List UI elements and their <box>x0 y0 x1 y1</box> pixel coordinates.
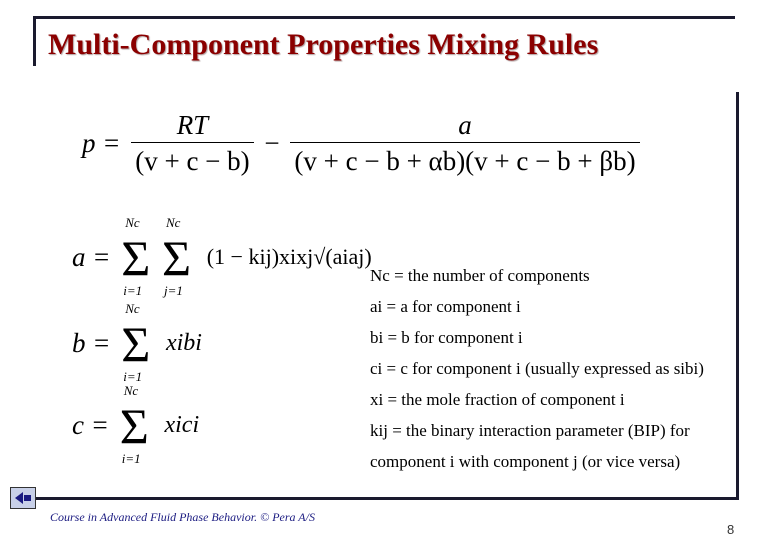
eos-frac1-den: (v + c − b) <box>131 142 253 175</box>
slide-title: Multi-Component Properties Mixing Rules <box>48 28 599 61</box>
eos-lhs: p = <box>82 128 121 158</box>
sum-over-i <box>121 215 155 298</box>
frame-right-border <box>736 92 739 498</box>
slide-nav-icon[interactable] <box>10 487 36 509</box>
sum-upper-limit: Nc <box>125 301 140 316</box>
definition-line: xi = the mole fraction of component i <box>370 390 625 409</box>
sum-upper-limit: Nc <box>125 215 140 230</box>
frame-left-border <box>33 16 36 66</box>
sum-over-i <box>119 383 154 466</box>
eos-equation <box>78 112 640 175</box>
sum-over-i <box>121 301 155 384</box>
definitions-list <box>370 266 704 483</box>
sum-upper-limit: Nc <box>123 383 139 398</box>
mixing-b-rhs: xibi <box>165 330 202 356</box>
sigma-symbol: Σ <box>121 230 151 286</box>
sum-lower-limit-i: i=1 <box>123 283 143 298</box>
eos-frac1-num: RT <box>176 110 209 140</box>
sum-lower-limit-i: i=1 <box>121 451 141 466</box>
mixing-c-lhs: c = <box>72 409 109 440</box>
definition-line: ai = a for component i <box>370 297 521 316</box>
sum-lower-limit-j: j=1 <box>163 283 183 298</box>
definition-line: bi = b for component i <box>370 328 523 347</box>
mixing-a-rhs: (1 − kij)xixj√(aiaj) <box>206 244 372 269</box>
definition-line: kij = the binary interaction parameter (BIP) for <box>370 421 690 440</box>
eos-minus: − <box>264 128 280 158</box>
definition-line: ci = c for component i (usually expressed as sibi) <box>370 359 704 378</box>
frame-top-border <box>33 16 735 19</box>
page-number: 8 <box>727 522 735 537</box>
mixing-rule-b <box>68 301 206 384</box>
mixing-rule-a <box>68 215 376 298</box>
definition-line: component i with component j (or vice versa) <box>370 452 681 471</box>
frame-bottom-border <box>36 497 739 500</box>
mixing-b-lhs: b = <box>72 327 111 358</box>
eos-frac2-num: a <box>458 110 472 140</box>
sigma-symbol: Σ <box>161 230 192 286</box>
mixing-c-rhs: xici <box>164 412 200 438</box>
sigma-symbol: Σ <box>121 316 151 372</box>
sum-upper-limit: Nc <box>165 215 181 230</box>
slide-footer: Course in Advanced Fluid Phase Behavior. © Pera A/S <box>50 510 315 524</box>
eos-frac2-den: (v + c − b + αb)(v + c − b + βb) <box>290 142 639 175</box>
mixing-rule-c <box>68 383 203 466</box>
sigma-symbol: Σ <box>119 398 149 454</box>
sum-over-j <box>161 215 196 298</box>
eos-fraction-attractive <box>290 112 639 175</box>
sum-lower-limit-i: i=1 <box>123 369 143 384</box>
definition-line: Nc = the number of components <box>370 266 590 285</box>
mixing-a-lhs: a = <box>72 241 111 272</box>
eos-fraction-repulsive <box>131 112 253 175</box>
